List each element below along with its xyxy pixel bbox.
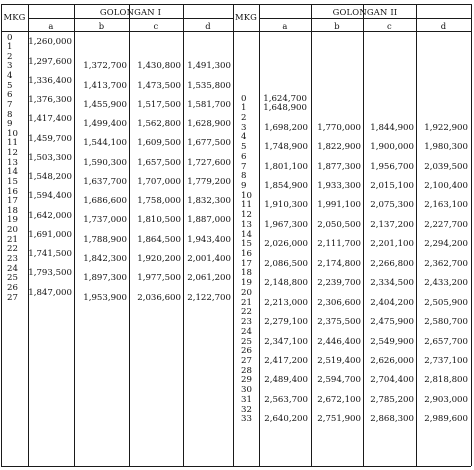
right-a-value: 1,967,300 bbox=[264, 219, 308, 230]
right-mkg-15: 15 bbox=[241, 239, 252, 250]
right-d-value: 2,657,700 bbox=[424, 336, 468, 347]
right-a-value: 2,213,000 bbox=[264, 297, 308, 308]
right-a-value: 2,347,100 bbox=[264, 336, 308, 347]
right-mkg-18: 18 bbox=[241, 268, 252, 279]
left-a-value: 1,459,700 bbox=[28, 133, 72, 144]
left-b-value: 1,788,900 bbox=[83, 234, 127, 245]
left-d-value: 1,779,200 bbox=[187, 176, 231, 187]
right-mkg-17: 17 bbox=[241, 258, 252, 269]
left-d-value: 1,727,600 bbox=[187, 157, 231, 168]
right-mkg-31: 31 bbox=[241, 394, 252, 405]
left-a-value: 1,336,400 bbox=[28, 75, 72, 86]
right-subheader-a: a bbox=[282, 21, 288, 31]
right-a-value: 2,489,400 bbox=[264, 375, 308, 386]
right-b-value: 1,770,000 bbox=[317, 122, 361, 133]
right-mkg-header: MKG bbox=[234, 12, 258, 22]
left-mkg-12: 12 bbox=[7, 148, 18, 159]
left-mkg-24: 24 bbox=[7, 263, 18, 274]
right-a-value: 1,910,300 bbox=[264, 200, 308, 211]
right-group-title: GOLONGAN II bbox=[332, 7, 398, 17]
right-a-value: 2,148,800 bbox=[264, 278, 308, 289]
left-mkg-8: 8 bbox=[7, 109, 13, 120]
left-d-value: 1,535,800 bbox=[187, 80, 231, 91]
left-d-value: 1,677,500 bbox=[187, 138, 231, 149]
right-mkg-3: 3 bbox=[241, 122, 247, 133]
right-mkg-10: 10 bbox=[241, 190, 252, 201]
bottom-border bbox=[1, 466, 471, 467]
right-d-value: 2,433,200 bbox=[424, 278, 468, 289]
right-d-value: 1,980,300 bbox=[424, 142, 468, 153]
left-mkg-4: 4 bbox=[7, 71, 13, 82]
left-mkg-5: 5 bbox=[7, 80, 13, 91]
right-mkg-25: 25 bbox=[241, 336, 252, 347]
right-a-value: 2,640,200 bbox=[264, 414, 308, 425]
right-mkg-2: 2 bbox=[241, 112, 247, 123]
right-d-value: 2,505,900 bbox=[424, 297, 468, 308]
right-c-value: 2,785,200 bbox=[370, 394, 414, 405]
right-mkg-5: 5 bbox=[241, 142, 247, 153]
left-c-value: 1,977,500 bbox=[137, 273, 181, 284]
left-mkg-14: 14 bbox=[7, 167, 18, 178]
right-b-value: 2,594,700 bbox=[317, 375, 361, 386]
left-mkg-10: 10 bbox=[7, 128, 18, 139]
right-d-value: 1,922,900 bbox=[424, 122, 468, 133]
right-mkg-33: 33 bbox=[241, 414, 252, 425]
right-c-value: 2,137,200 bbox=[370, 219, 414, 230]
right-b-value: 2,306,600 bbox=[317, 297, 361, 308]
right-mkg-23: 23 bbox=[241, 317, 252, 328]
right-b-value: 2,050,500 bbox=[317, 219, 361, 230]
right-mkg-4: 4 bbox=[241, 132, 247, 143]
left-c-value: 1,609,500 bbox=[137, 138, 181, 149]
left-a-value: 1,548,200 bbox=[28, 172, 72, 183]
left-b-value: 1,737,000 bbox=[83, 215, 127, 226]
right-c-value: 2,266,800 bbox=[370, 258, 414, 269]
left-mkg-1: 1 bbox=[7, 42, 13, 53]
right-b-value: 2,672,100 bbox=[317, 394, 361, 405]
right-d-value: 2,163,100 bbox=[424, 200, 468, 211]
right-mkg-30: 30 bbox=[241, 385, 252, 396]
left-b-value: 1,590,300 bbox=[83, 157, 127, 168]
right-mkg-26: 26 bbox=[241, 346, 252, 357]
right-mkg-16: 16 bbox=[241, 249, 252, 260]
right-a-value: 2,279,100 bbox=[264, 317, 308, 328]
right-subheader-c: c bbox=[387, 21, 392, 31]
left-b-value: 1,897,300 bbox=[83, 273, 127, 284]
left-mkg-20: 20 bbox=[7, 225, 18, 236]
right-d-value: 2,039,500 bbox=[424, 161, 468, 172]
right-mkg-8: 8 bbox=[241, 171, 247, 182]
left-mkg-17: 17 bbox=[7, 196, 18, 207]
left-d-value: 1,491,300 bbox=[187, 61, 231, 72]
right-mkg-14: 14 bbox=[241, 229, 252, 240]
left-c-value: 2,036,600 bbox=[137, 292, 181, 303]
right-d-value: 2,818,800 bbox=[424, 375, 468, 386]
left-mkg-15: 15 bbox=[7, 176, 18, 187]
left-mkg-27: 27 bbox=[7, 292, 18, 303]
right-b-value: 2,519,400 bbox=[317, 355, 361, 366]
left-mkg-25: 25 bbox=[7, 273, 18, 284]
left-d-value: 2,122,700 bbox=[187, 292, 231, 303]
right-mkg-7: 7 bbox=[241, 161, 247, 172]
right-c-value: 2,201,100 bbox=[370, 239, 414, 250]
right-mkg-13: 13 bbox=[241, 219, 252, 230]
left-mkg-22: 22 bbox=[7, 244, 18, 255]
left-mkg-26: 26 bbox=[7, 282, 18, 293]
right-c-value: 1,900,000 bbox=[370, 142, 414, 153]
right-mkg-12: 12 bbox=[241, 210, 252, 221]
right-d-value: 2,362,700 bbox=[424, 258, 468, 269]
right-d-value: 2,100,400 bbox=[424, 180, 468, 191]
right-mkg-0: 0 bbox=[241, 93, 247, 104]
right-mkg-11: 11 bbox=[241, 200, 252, 211]
right-c-value: 2,549,900 bbox=[370, 336, 414, 347]
left-mkg-11: 11 bbox=[7, 138, 18, 149]
left-a-value: 1,741,500 bbox=[28, 249, 72, 260]
right-d-value: 2,227,700 bbox=[424, 219, 468, 230]
right-mkg-29: 29 bbox=[241, 375, 252, 386]
left-mkg-9: 9 bbox=[7, 119, 13, 130]
right-mkg-27: 27 bbox=[241, 355, 252, 366]
right-c-value: 2,075,300 bbox=[370, 200, 414, 211]
left-subheader-b: b bbox=[98, 21, 105, 31]
right-a-value: 1,698,200 bbox=[264, 122, 308, 133]
right-mkg-19: 19 bbox=[241, 278, 252, 289]
left-mkg-0: 0 bbox=[7, 32, 13, 43]
right-mkg-6: 6 bbox=[241, 151, 247, 162]
left-a-value: 1,642,000 bbox=[28, 210, 72, 221]
left-c-value: 1,864,500 bbox=[137, 234, 181, 245]
left-b-value: 1,372,700 bbox=[83, 61, 127, 72]
v-line-5 bbox=[233, 4, 234, 466]
v-line-10 bbox=[471, 4, 472, 466]
right-d-value: 2,903,000 bbox=[424, 394, 468, 405]
left-c-value: 1,810,500 bbox=[137, 215, 181, 226]
right-subheader-d: d bbox=[440, 21, 447, 31]
left-d-value: 1,943,400 bbox=[187, 234, 231, 245]
right-subheader-b: b bbox=[334, 21, 340, 31]
left-c-value: 1,430,800 bbox=[137, 61, 181, 72]
left-c-value: 1,758,000 bbox=[137, 196, 181, 207]
right-b-value: 1,822,900 bbox=[317, 142, 361, 153]
left-b-value: 1,499,400 bbox=[83, 119, 127, 130]
header-bottom-line bbox=[1, 31, 471, 32]
right-a-value: 2,417,200 bbox=[264, 355, 308, 366]
left-b-value: 1,842,300 bbox=[83, 253, 127, 264]
right-a-value: 2,563,700 bbox=[264, 394, 308, 405]
left-b-value: 1,953,900 bbox=[83, 292, 127, 303]
left-a-value: 1,503,300 bbox=[28, 152, 72, 163]
left-a-value: 1,417,400 bbox=[28, 114, 72, 125]
left-subheader-a: a bbox=[48, 21, 54, 31]
left-mkg-21: 21 bbox=[7, 234, 18, 245]
top-border bbox=[1, 4, 471, 5]
left-b-value: 1,544,100 bbox=[83, 138, 127, 149]
right-a-value: 2,026,000 bbox=[264, 239, 308, 250]
right-c-value: 2,475,900 bbox=[370, 317, 414, 328]
right-b-value: 2,446,400 bbox=[317, 336, 361, 347]
right-a-value: 1,624,700 bbox=[263, 93, 307, 104]
right-b-value: 2,375,500 bbox=[317, 317, 361, 328]
left-d-value: 1,887,000 bbox=[187, 215, 231, 226]
left-a-value: 1,297,600 bbox=[28, 56, 72, 67]
left-c-value: 1,517,500 bbox=[137, 99, 181, 110]
left-subheader-d: d bbox=[205, 21, 211, 31]
left-mkg-7: 7 bbox=[7, 99, 13, 110]
left-d-value: 2,061,200 bbox=[187, 273, 231, 284]
right-c-value: 2,704,400 bbox=[370, 375, 414, 386]
left-a-value: 1,793,500 bbox=[28, 268, 72, 279]
left-a-value: 1,376,300 bbox=[28, 95, 72, 106]
left-d-value: 2,001,400 bbox=[187, 253, 231, 264]
right-mkg-28: 28 bbox=[241, 365, 252, 376]
left-b-value: 1,686,600 bbox=[83, 196, 127, 207]
left-b-value: 1,455,900 bbox=[83, 99, 127, 110]
left-mkg-16: 16 bbox=[7, 186, 18, 197]
right-c-value: 2,015,100 bbox=[370, 180, 414, 191]
left-group-underline bbox=[28, 18, 233, 19]
left-d-value: 1,628,900 bbox=[187, 119, 231, 130]
left-a-value: 1,260,000 bbox=[28, 37, 72, 48]
right-c-value: 2,334,500 bbox=[370, 278, 414, 289]
right-b-value: 1,991,100 bbox=[317, 200, 361, 211]
left-a-value: 1,847,000 bbox=[28, 287, 72, 298]
left-a-value: 1,691,000 bbox=[28, 229, 72, 240]
right-mkg-24: 24 bbox=[241, 326, 252, 337]
left-mkg-19: 19 bbox=[7, 215, 18, 226]
left-b-value: 1,413,700 bbox=[83, 80, 127, 91]
right-a-value: 1,801,100 bbox=[264, 161, 308, 172]
right-b-value: 2,751,900 bbox=[317, 414, 361, 425]
right-c-value: 1,956,700 bbox=[370, 161, 414, 172]
right-group-underline bbox=[259, 18, 471, 19]
right-d-value: 2,580,700 bbox=[424, 317, 468, 328]
left-mkg-23: 23 bbox=[7, 253, 18, 264]
left-c-value: 1,707,000 bbox=[137, 176, 181, 187]
right-mkg-9: 9 bbox=[241, 180, 247, 191]
v-line-0 bbox=[1, 4, 2, 466]
right-mkg-21: 21 bbox=[241, 297, 252, 308]
right-c-value: 2,626,000 bbox=[370, 355, 414, 366]
left-mkg-6: 6 bbox=[7, 90, 13, 101]
right-c-value: 1,844,900 bbox=[370, 122, 414, 133]
left-c-value: 1,562,800 bbox=[137, 119, 181, 130]
right-d-value: 2,989,600 bbox=[424, 414, 468, 425]
left-group-title: GOLONGAN I bbox=[99, 7, 162, 17]
left-d-value: 1,581,700 bbox=[187, 99, 231, 110]
left-mkg-2: 2 bbox=[7, 51, 13, 62]
right-mkg-22: 22 bbox=[241, 307, 252, 318]
left-c-value: 1,473,500 bbox=[137, 80, 181, 91]
left-d-value: 1,832,300 bbox=[187, 196, 231, 207]
right-d-value: 2,294,200 bbox=[424, 239, 468, 250]
left-mkg-18: 18 bbox=[7, 205, 18, 216]
right-mkg-32: 32 bbox=[241, 404, 252, 415]
right-a-value: 2,086,500 bbox=[264, 258, 308, 269]
right-a-value: 1,748,900 bbox=[264, 142, 308, 153]
right-c-value: 2,404,200 bbox=[370, 297, 414, 308]
right-mkg-20: 20 bbox=[241, 287, 252, 298]
right-a-value: 1,854,900 bbox=[264, 180, 308, 191]
left-mkg-3: 3 bbox=[7, 61, 13, 72]
right-b-value: 1,933,300 bbox=[317, 180, 361, 191]
left-c-value: 1,920,200 bbox=[137, 253, 181, 264]
left-mkg-header: MKG bbox=[3, 12, 26, 22]
left-mkg-13: 13 bbox=[7, 157, 18, 168]
right-b-value: 2,239,700 bbox=[317, 278, 361, 289]
right-b-value: 2,174,800 bbox=[317, 258, 361, 269]
left-c-value: 1,657,500 bbox=[137, 157, 181, 168]
right-mkg-1: 1 bbox=[241, 103, 247, 114]
right-d-value: 2,737,100 bbox=[424, 355, 468, 366]
right-c-value: 2,868,300 bbox=[370, 414, 414, 425]
right-a-value: 1,648,900 bbox=[263, 103, 307, 114]
right-b-value: 1,877,300 bbox=[317, 161, 361, 172]
right-b-value: 2,111,700 bbox=[317, 239, 361, 250]
left-a-value: 1,594,400 bbox=[28, 191, 72, 202]
left-subheader-c: c bbox=[153, 21, 159, 31]
left-b-value: 1,637,700 bbox=[83, 176, 127, 187]
